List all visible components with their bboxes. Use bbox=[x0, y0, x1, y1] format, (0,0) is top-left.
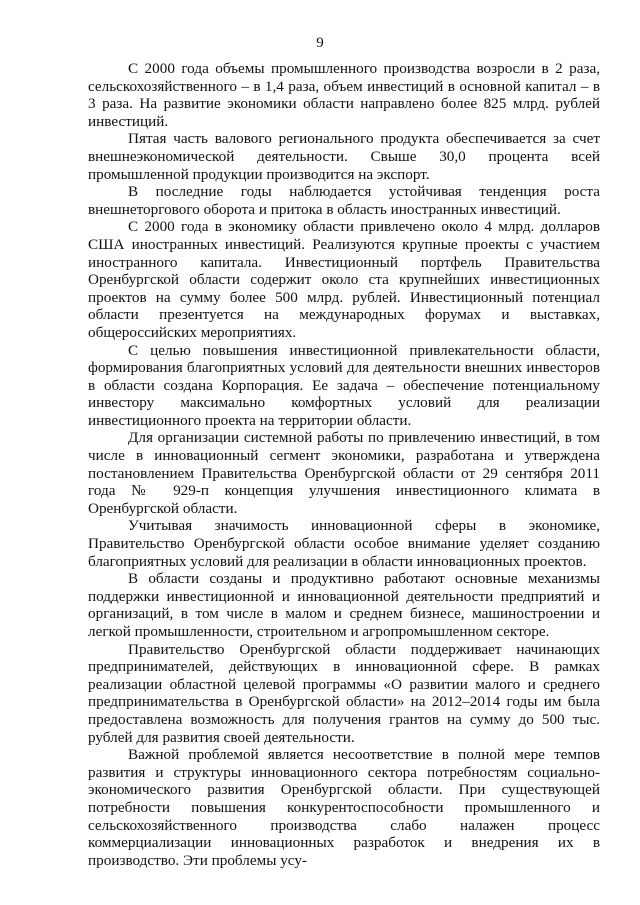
paragraph-8: В области созданы и продуктивно работают основные механизмы поддержки инвестиционной и инновационной деятельности предприятий и организаций, в том числе в малом и среднем бизнесе, машиностроении и легкой промышленности, строительном и агропромышленном секторе. bbox=[88, 570, 600, 640]
paragraph-3: В последние годы наблюдается устойчивая тенденция роста внешнеторгового оборота и притока в область иностранных инвестиций. bbox=[88, 183, 600, 218]
paragraph-4: С 2000 года в экономику области привлечено около 4 млрд. долларов США иностранных инвестиций. Реализуются крупные проекты с участием иностранного капитала. Инвестиционный портфель Правительства Оренбургской области содержит около ста крупнейших инвестиционных проектов на сумму более 500 млрд. рублей. Инвестиционный потенциал области презентуется на международных форумах и выставках, общероссийских мероприятиях. bbox=[88, 218, 600, 341]
paragraph-9: Правительство Оренбургской области поддерживает начинающих предпринимателей, действующих в инновационной сфере. В рамках реализации областной целевой программы «О развитии малого и среднего предпринимательства в Оренбургской области» на 2012–2014 годы им была предоставлена возможность для получения грантов на сумму до 500 тыс. рублей для развития своей деятельности. bbox=[88, 640, 600, 746]
paragraph-1: С 2000 года объемы промышленного производства возросли в 2 раза, сельскохозяйственного – в 1,4 раза, объем инвестиций в основной капитал – в 3 раза. На развитие экономики области направлено более 825 млрд. рублей инвестиций. bbox=[88, 60, 600, 130]
body-text bbox=[88, 60, 600, 869]
page-number: 9 bbox=[316, 35, 324, 51]
paragraph-6: Для организации системной работы по привлечению инвестиций, в том числе в инновационный сегмент экономики, разработана и утверждена постановлением Правительства Оренбургской области от 29 сентября 2011 года № 929-п концепция улучшения инвестиционного климата в Оренбургской области. bbox=[88, 429, 600, 517]
paragraph-7: Учитывая значимость инновационной сферы в экономике, Правительство Оренбургской области особое внимание уделяет созданию благоприятных условий для реализации в области инновационных проектов. bbox=[88, 517, 600, 570]
paragraph-2: Пятая часть валового регионального продукта обеспечивается за счет внешнеэкономической деятельности. Свыше 30,0 процента всей промышленной продукции производится на экспорт. bbox=[88, 130, 600, 183]
paragraph-10: Важной проблемой является несоответствие в полной мере темпов развития и структуры инновационного сектора потребностям социально-экономического развития Оренбургской области. При существующей потребности повышения конкурентоспособности промышленного и сельскохозяйственного производства слабо налажен процесс коммерциализации инновационных разработок и внедрения их в производство. Эти проблемы усу- bbox=[88, 746, 600, 869]
paragraph-5: С целью повышения инвестиционной привлекательности области, формирования благоприятных условий для деятельности внешних инвесторов в области создана Корпорация. Ее задача – обеспечение потенциальному инвестору максимально комфортных условий для реализации инвестиционного проекта на территории области. bbox=[88, 341, 600, 429]
